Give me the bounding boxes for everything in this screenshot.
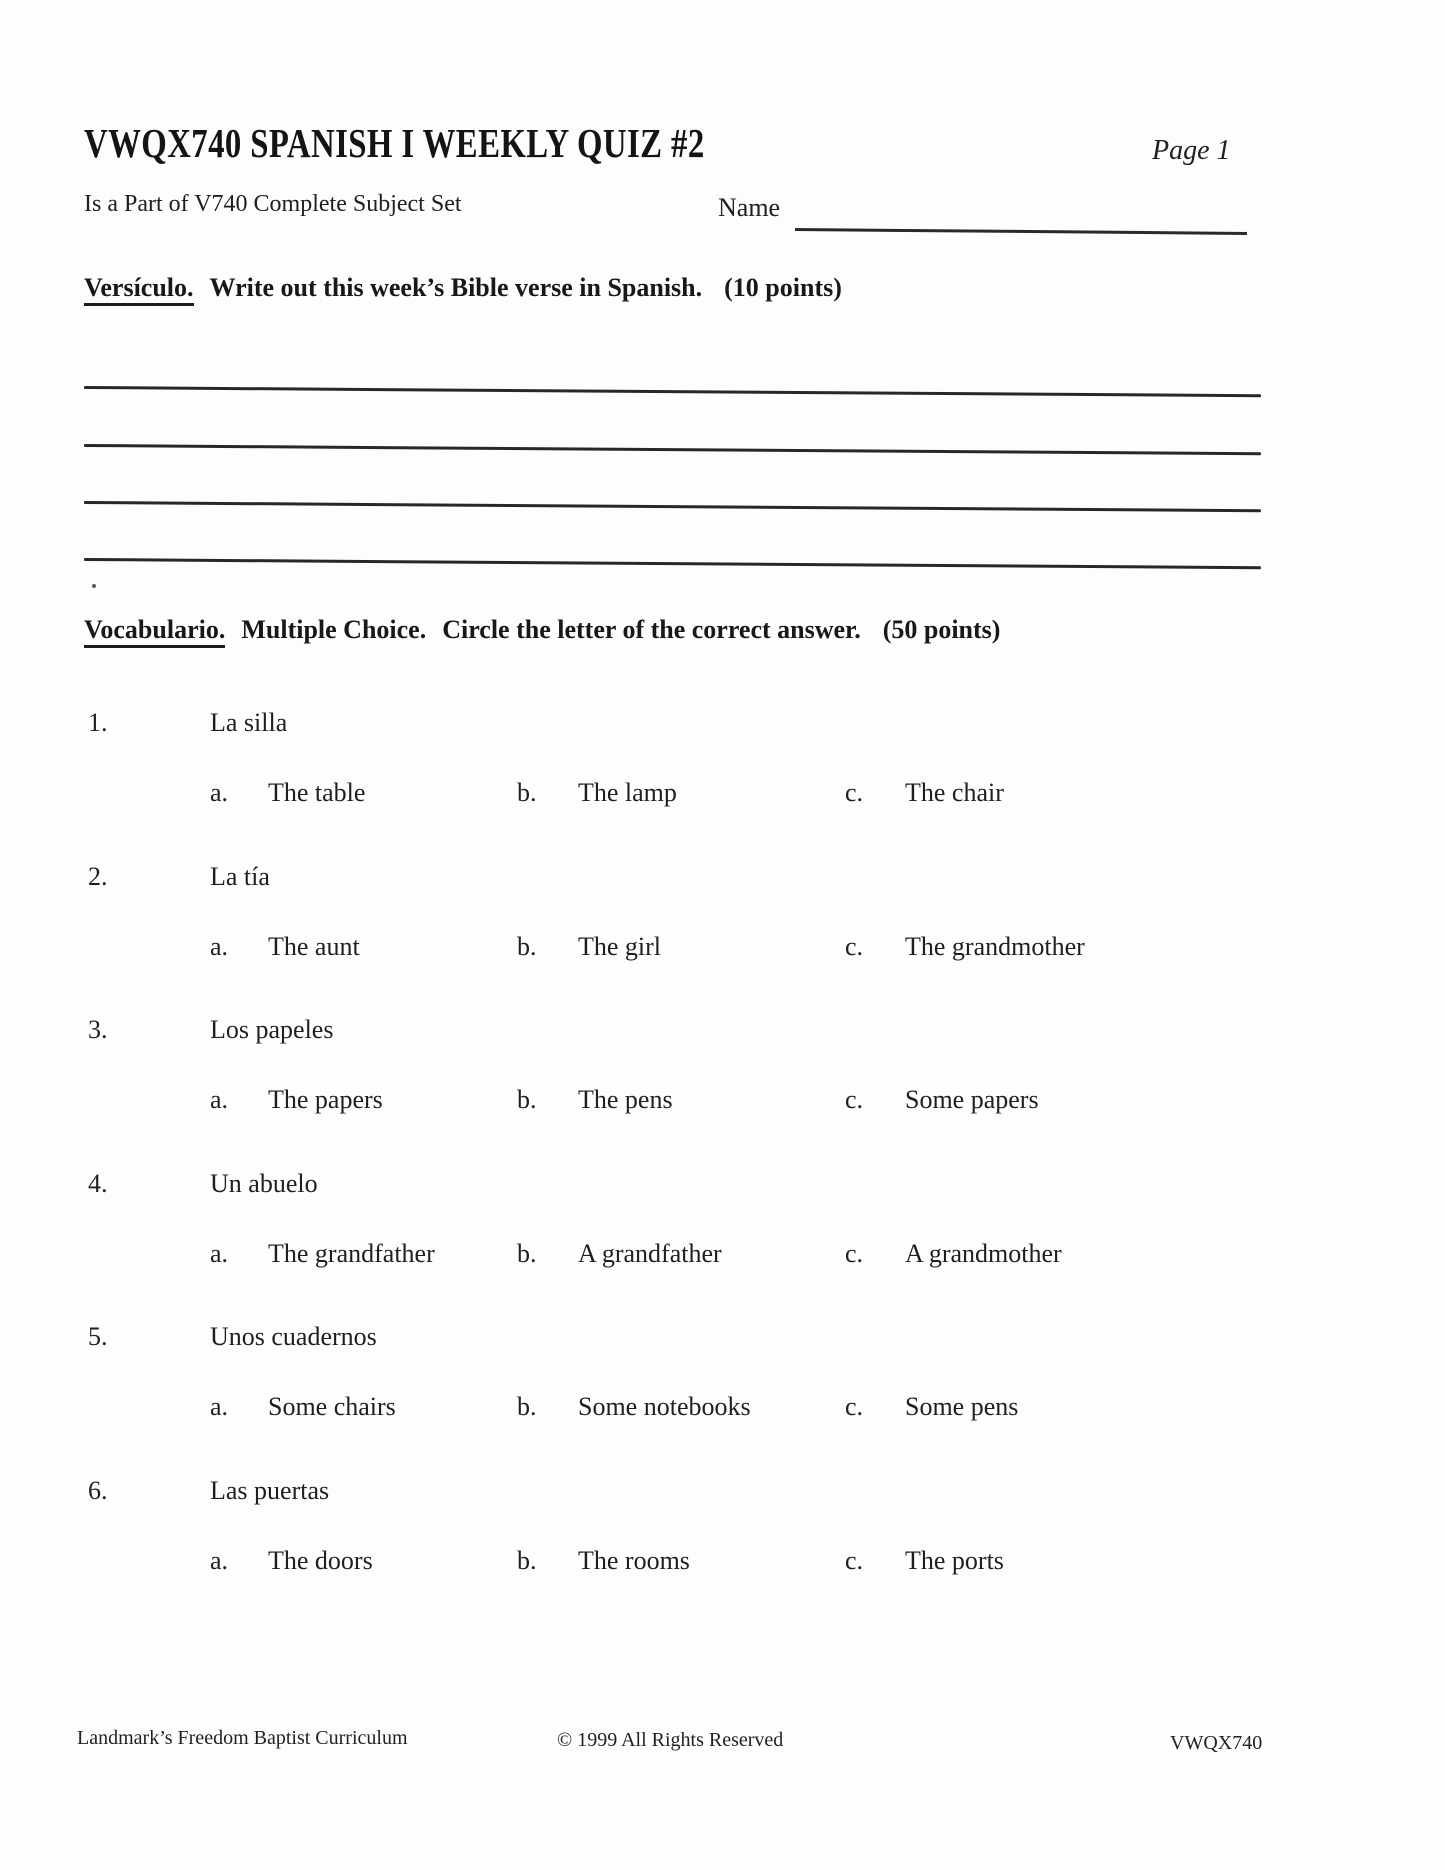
- vocabulario-heading: [84, 617, 1000, 648]
- option-text-b: The rooms: [578, 1546, 690, 1575]
- question-prompt: Las puertas: [210, 1476, 330, 1505]
- option-letter-a: a.: [210, 1546, 229, 1575]
- question-2: [0, 862, 1445, 898]
- question-4: [0, 1169, 1445, 1205]
- question-prompt: Unos cuadernos: [210, 1322, 377, 1351]
- question-prompt: Un abuelo: [210, 1169, 318, 1198]
- option-text-c: Some papers: [905, 1085, 1039, 1114]
- option-text-b: A grandfather: [578, 1239, 722, 1268]
- option-letter-a: a.: [210, 1239, 229, 1268]
- question-prompt: La silla: [210, 708, 288, 737]
- option-letter-c: c.: [845, 1392, 864, 1421]
- question-number: 3.: [88, 1015, 108, 1044]
- vocabulario-points: (50 points): [882, 615, 1001, 644]
- question-5: [0, 1322, 1445, 1358]
- option-text-a: The doors: [268, 1546, 373, 1575]
- option-letter-b: b.: [517, 1392, 537, 1421]
- question-4-options: [0, 1239, 1445, 1275]
- option-letter-b: b.: [517, 1085, 537, 1114]
- option-text-a: The table: [268, 778, 366, 807]
- option-letter-c: c.: [845, 778, 864, 807]
- option-letter-b: b.: [517, 778, 537, 807]
- option-text-a: Some chairs: [268, 1392, 396, 1421]
- option-letter-a: a.: [210, 932, 229, 961]
- footer-code: VWQX740: [1170, 1732, 1263, 1754]
- question-prompt: Los papeles: [210, 1015, 334, 1044]
- question-prompt: La tía: [210, 862, 270, 891]
- option-letter-a: a.: [210, 1085, 229, 1114]
- name-label: Name: [718, 193, 781, 222]
- versiculo-points: (10 points): [724, 273, 842, 302]
- option-letter-a: a.: [210, 778, 229, 807]
- name-blank-line: [795, 228, 1247, 235]
- writing-line-3: [84, 501, 1261, 512]
- footer-copyright: © 1999 All Rights Reserved: [557, 1729, 784, 1751]
- option-text-b: The pens: [578, 1085, 673, 1114]
- page-number: Page 1: [1152, 135, 1231, 166]
- option-letter-b: b.: [517, 1546, 537, 1575]
- option-text-b: The lamp: [578, 778, 677, 807]
- option-text-c: The ports: [905, 1546, 1004, 1575]
- vocabulario-instruction-2: Circle the letter of the correct answer.: [442, 615, 861, 644]
- option-text-b: Some notebooks: [578, 1392, 751, 1421]
- question-2-options: [0, 932, 1445, 968]
- vocabulario-heading-word: Vocabulario.: [84, 617, 225, 648]
- question-1: [0, 708, 1445, 744]
- footer-publisher: Landmark’s Freedom Baptist Curriculum: [77, 1727, 408, 1749]
- option-text-c: Some pens: [905, 1392, 1019, 1421]
- option-letter-c: c.: [845, 932, 864, 961]
- question-1-options: [0, 778, 1445, 814]
- question-3: [0, 1015, 1445, 1051]
- option-text-a: The grandfather: [268, 1239, 435, 1268]
- option-text-c: The chair: [905, 778, 1004, 807]
- option-text-c: A grandmother: [905, 1239, 1062, 1268]
- versiculo-heading-word: Versículo.: [84, 275, 194, 306]
- option-text-c: The grandmother: [905, 932, 1085, 961]
- option-letter-b: b.: [517, 932, 537, 961]
- versiculo-instruction: Write out this week’s Bible verse in Spanish.: [209, 273, 703, 302]
- option-text-b: The girl: [578, 932, 662, 961]
- vocabulario-instruction-1: Multiple Choice.: [241, 615, 427, 644]
- question-3-options: [0, 1085, 1445, 1121]
- writing-line-4: [84, 558, 1261, 569]
- scan-artifact-dot: [92, 584, 96, 588]
- writing-line-2: [84, 444, 1261, 455]
- quiz-title: VWQX740 SPANISH I WEEKLY QUIZ #2: [84, 120, 705, 166]
- versiculo-heading: [84, 275, 842, 306]
- question-5-options: [0, 1392, 1445, 1428]
- option-text-a: The papers: [268, 1085, 383, 1114]
- question-number: 1.: [88, 708, 108, 737]
- question-6-options: [0, 1546, 1445, 1582]
- option-letter-b: b.: [517, 1239, 537, 1268]
- question-number: 5.: [88, 1322, 108, 1351]
- course-subtitle: Is a Part of V740 Complete Subject Set: [84, 191, 462, 217]
- option-letter-c: c.: [845, 1085, 864, 1114]
- question-6: [0, 1476, 1445, 1512]
- option-letter-c: c.: [845, 1546, 864, 1575]
- option-text-a: The aunt: [268, 932, 360, 961]
- writing-line-1: [84, 386, 1261, 397]
- question-number: 6.: [88, 1476, 108, 1505]
- option-letter-a: a.: [210, 1392, 229, 1421]
- question-number: 2.: [88, 862, 108, 891]
- question-number: 4.: [88, 1169, 108, 1198]
- option-letter-c: c.: [845, 1239, 864, 1268]
